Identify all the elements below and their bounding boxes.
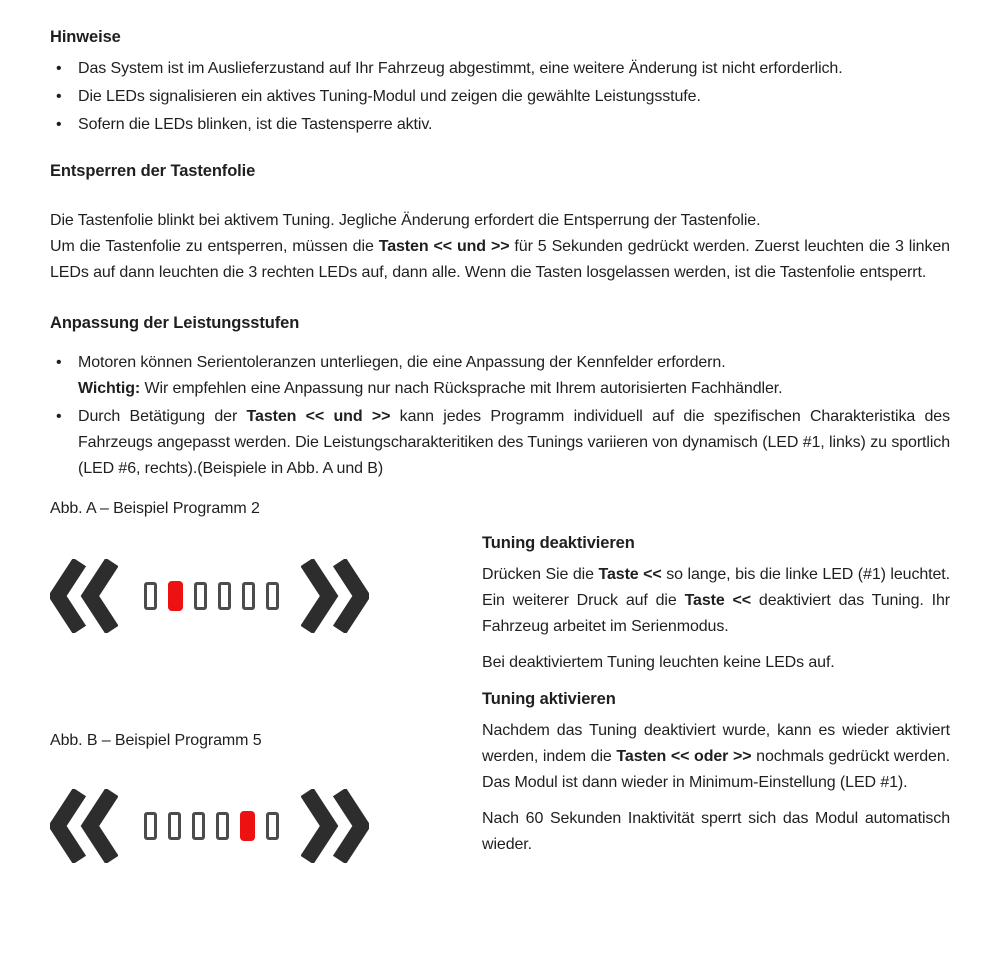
figures-column <box>50 496 482 872</box>
hinweise-bullet-1: Das System ist im Auslieferzustand auf Ihr Fahrzeug abgestimmt, eine weitere Änderung ist nicht erforderlich. <box>78 60 843 77</box>
wichtig-label: Wichtig: <box>78 380 145 397</box>
led-5 <box>242 582 255 610</box>
section-heading-entsperren: Entsperren der Tastenfolie <box>50 162 256 180</box>
text-run: deaktiviert das Tuning. Ihr Fahrzeug arbeitet im Serienmodus. <box>482 592 950 635</box>
heading-tuning-deaktivieren: Tuning deaktivieren <box>482 534 635 552</box>
heading-tuning-aktivieren: Tuning aktivieren <box>482 690 616 708</box>
figure-a-label: Abb. A – Beispiel Programm 2 <box>50 500 260 517</box>
anpassung-list <box>50 350 950 482</box>
tuning-aktivieren-paragraph-2: Nach 60 Sekunden Inaktivität sperrt sich das Modul automatisch wieder. <box>482 810 950 853</box>
double-chevron-left-icon <box>50 789 118 863</box>
text-run: nochmals gedrückt werden. Das Modul ist dann wieder in Minimum-Einstellung (LED #1). <box>482 748 950 791</box>
led-1 <box>144 582 157 610</box>
double-chevron-left-icon <box>50 559 118 633</box>
two-column-area <box>50 496 950 872</box>
entsperren-paragraph <box>50 234 950 286</box>
bold-text-run: Taste << <box>598 566 662 583</box>
led-2-active <box>168 581 183 611</box>
bold-text-run: Tasten << und >> <box>246 408 391 425</box>
tuning-aktivieren-paragraph-1 <box>482 718 950 796</box>
bullet-marker: • <box>56 88 62 105</box>
list-item <box>50 350 950 402</box>
led-5-active <box>240 811 255 841</box>
led-row <box>144 581 279 611</box>
text-run: für 5 Sekunden gedrückt werden. Zuerst leuchten die 3 linken LEDs auf dann leuchten die 3 rechten LEDs auf, dann alle. Wenn die Tasten losgelassen werden, ist die Tastenfolie entsperrt. <box>50 238 950 281</box>
list-item <box>50 84 950 110</box>
figure-b-graphic <box>50 780 482 872</box>
led-4 <box>216 812 229 840</box>
text-run: Um die Tastenfolie zu entsperren, müssen die <box>50 238 379 255</box>
bold-text-run: Taste << <box>684 592 752 609</box>
list-item <box>50 404 950 482</box>
hinweise-bullet-2: Die LEDs signalisieren ein aktives Tuning-Modul und zeigen die gewählte Leistungsstufe. <box>78 88 701 105</box>
text-run: Durch Betätigung der <box>78 408 247 425</box>
section-heading-anpassung: Anpassung der Leistungsstufen <box>50 314 300 332</box>
bullet-marker: • <box>56 116 62 133</box>
figure-b-label: Abb. B – Beispiel Programm 5 <box>50 732 262 749</box>
text-run: so lange, bis die linke LED (#1) leuchtet. Ein weiterer Druck auf die <box>482 566 950 609</box>
tuning-deaktivieren-paragraph-1 <box>482 562 950 640</box>
bold-text-run: Tasten << und >> <box>378 238 510 255</box>
bullet-marker: • <box>56 408 62 425</box>
bold-text-run: Tasten << oder >> <box>616 748 752 765</box>
led-6 <box>266 812 279 840</box>
tuning-deaktivieren-paragraph-2: Bei deaktiviertem Tuning leuchten keine LEDs auf. <box>482 654 835 671</box>
led-2 <box>168 812 181 840</box>
hinweise-list <box>50 56 950 138</box>
led-6 <box>266 582 279 610</box>
double-chevron-right-icon <box>301 559 369 633</box>
entsperren-line1: Die Tastenfolie blinkt bei aktivem Tuning. Jegliche Änderung erfordert die Entsperrung der Tastenfolie. <box>50 212 761 229</box>
anpassung-bullet-1-rest: Wir empfehlen eine Anpassung nur nach Rücksprache mit Ihrem autorisierten Fachhändler. <box>144 380 783 397</box>
led-4 <box>218 582 231 610</box>
list-item <box>50 56 950 82</box>
bullet-marker: • <box>56 60 62 77</box>
led-3 <box>194 582 207 610</box>
text-run: Nachdem das Tuning deaktiviert wurde, kann es wieder aktiviert werden, indem die <box>482 722 950 765</box>
instructions-column <box>482 496 950 872</box>
double-chevron-right-icon <box>301 789 369 863</box>
led-3 <box>192 812 205 840</box>
hinweise-bullet-3: Sofern die LEDs blinken, ist die Tastensperre aktiv. <box>78 116 433 133</box>
section-heading-hinweise: Hinweise <box>50 28 121 46</box>
text-run: Drücken Sie die <box>482 566 599 583</box>
led-1 <box>144 812 157 840</box>
led-row <box>144 811 279 841</box>
text-run: kann jedes Programm individuell auf die spezifischen Charakteristika des Fahrzeugs angepasst werden. Die Leistungscharakteritiken des Tunings variieren von dynamisch (LED #1, links) zu sportlich (LED #6, rechts).(Beispiele in Abb. A und B) <box>78 408 950 477</box>
list-item <box>50 112 950 138</box>
figure-a-graphic <box>50 550 482 642</box>
anpassung-bullet-1-line1: Motoren können Serientoleranzen unterliegen, die eine Anpassung der Kennfelder erfordern. <box>78 354 726 371</box>
bullet-marker: • <box>56 354 62 371</box>
